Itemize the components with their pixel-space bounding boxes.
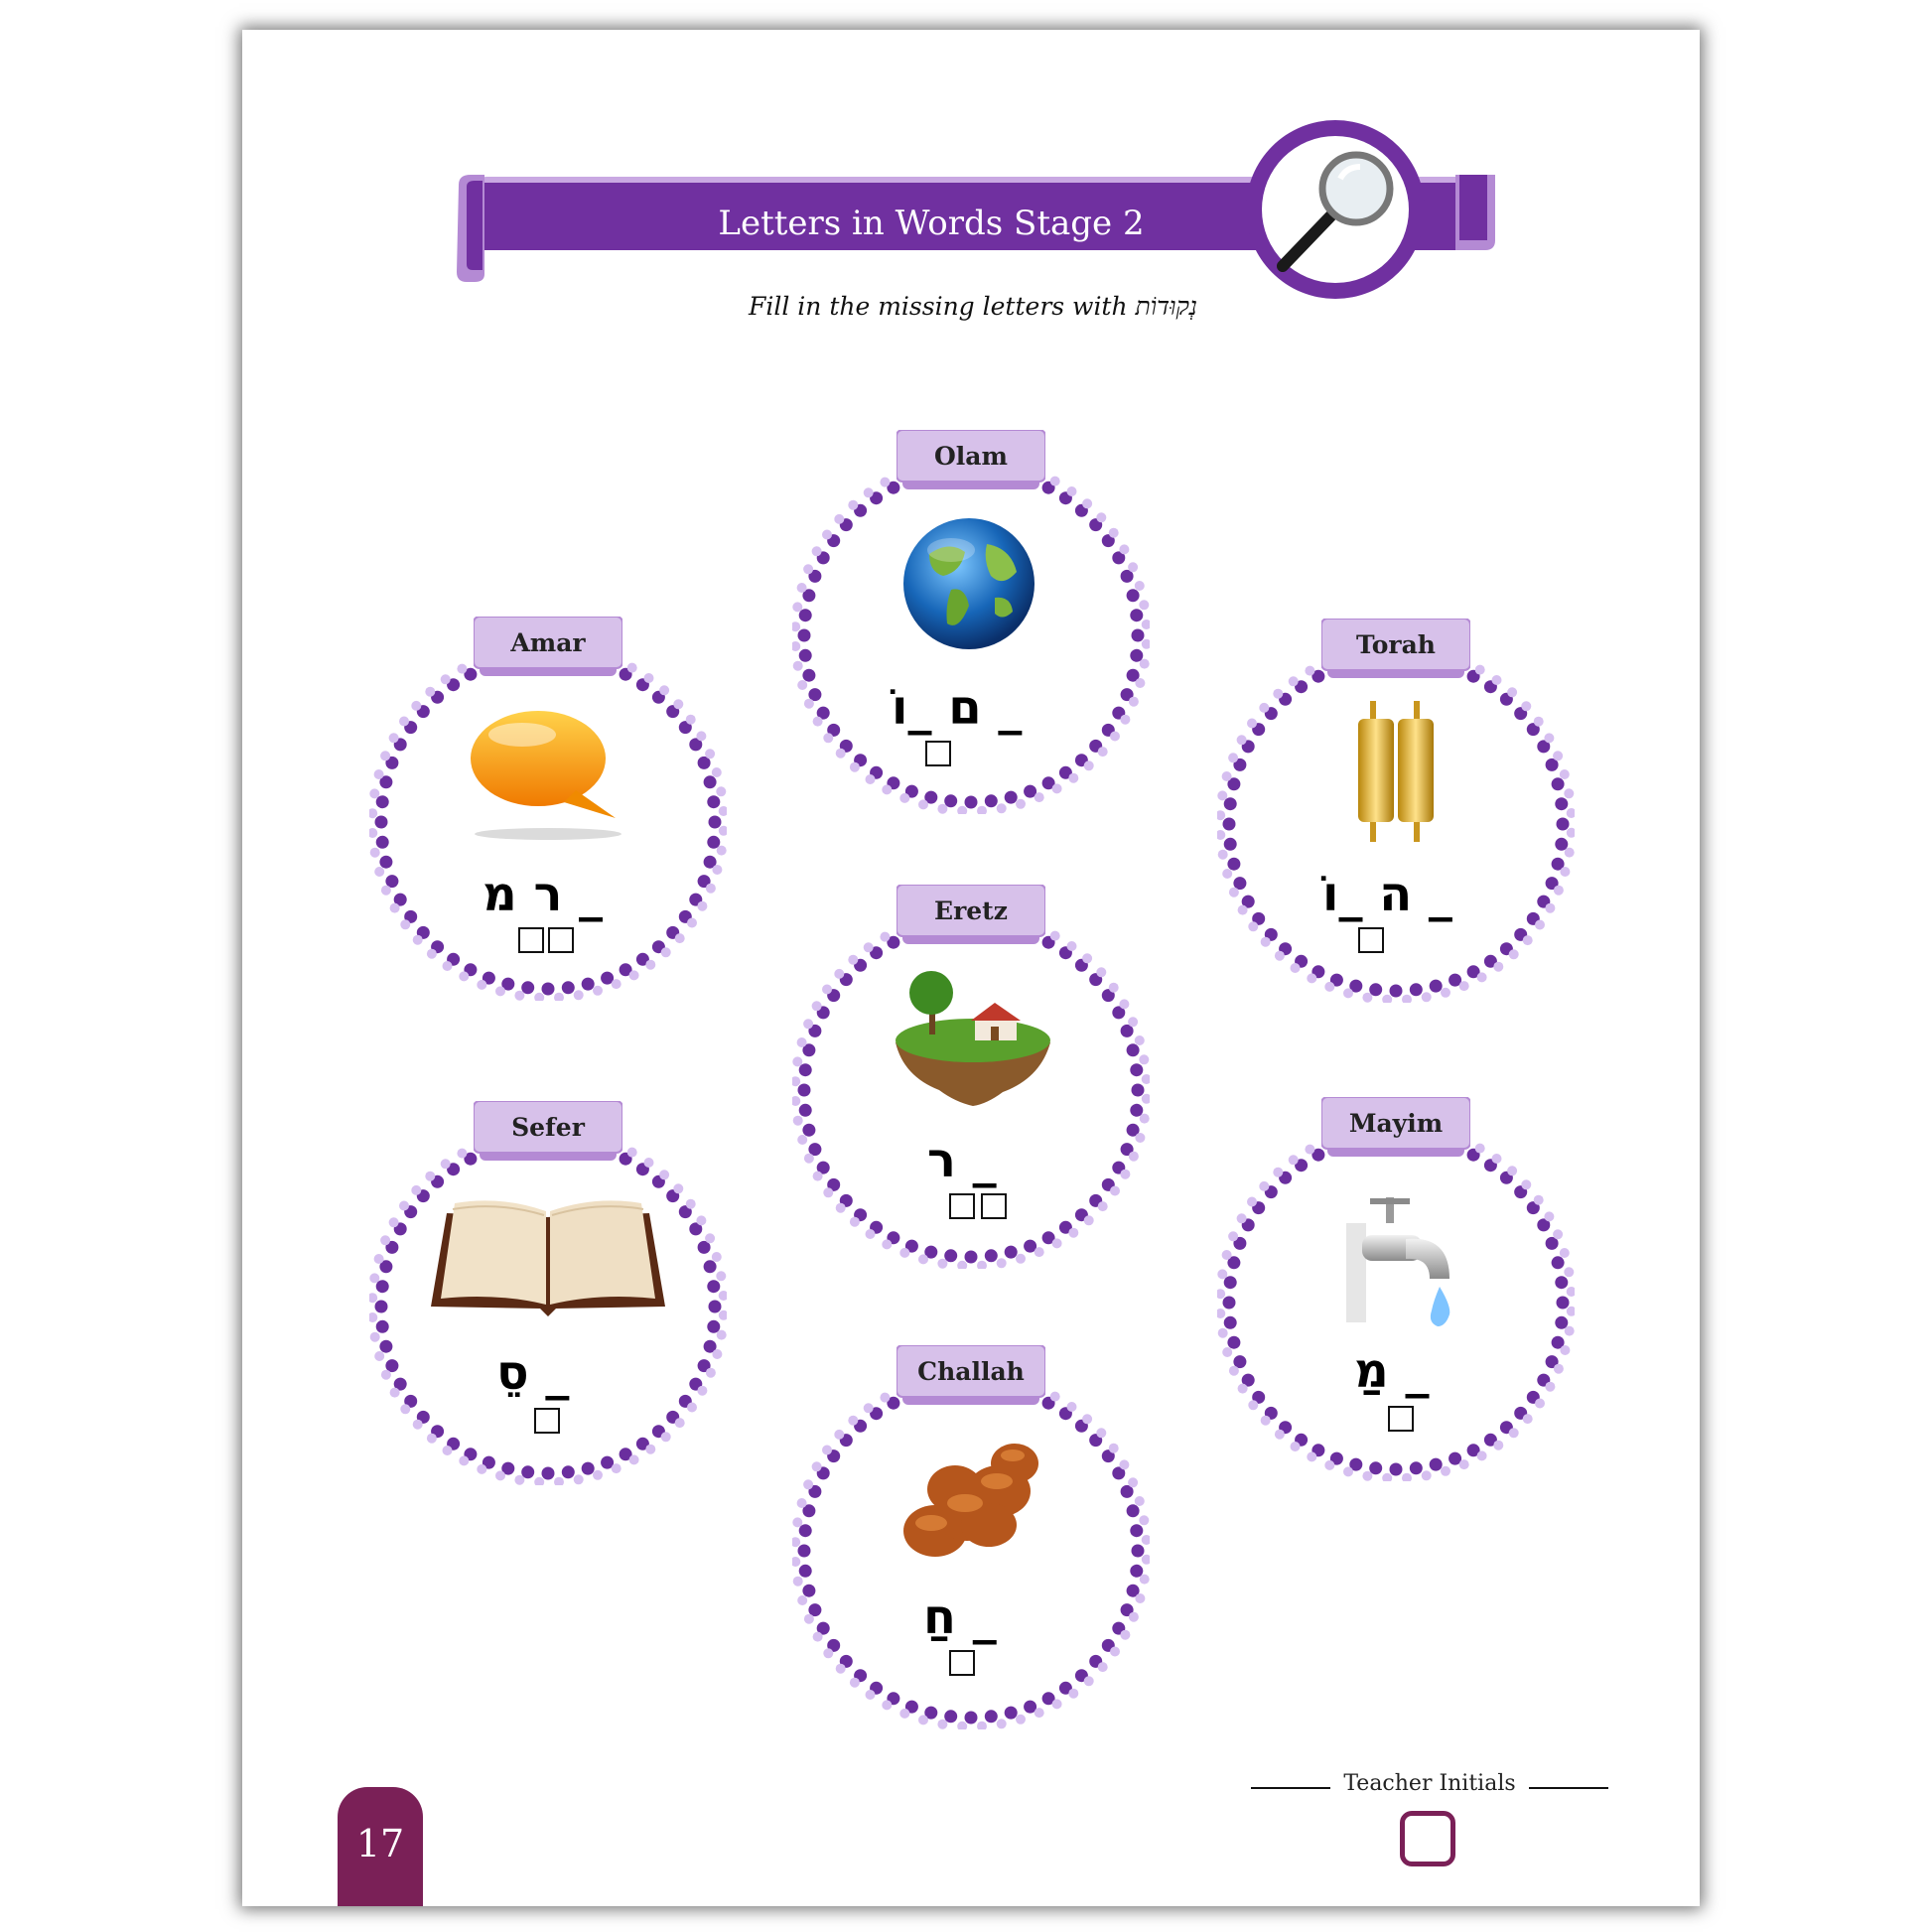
water-faucet-icon <box>1346 1183 1465 1332</box>
answer-box <box>949 1193 975 1219</box>
checkbox-icon[interactable] <box>1400 1811 1455 1866</box>
answer-box <box>534 1408 560 1434</box>
divider <box>1529 1787 1608 1789</box>
hebrew-word: סֵ _ <box>496 1345 570 1401</box>
teacher-initials-label: Teacher Initials <box>1343 1771 1516 1796</box>
globe-icon <box>899 514 1038 653</box>
answer-box <box>548 927 574 953</box>
word-label: Olam <box>934 442 1008 471</box>
answer-box <box>1388 1406 1414 1432</box>
page-number: 17 <box>338 1787 423 1906</box>
word-card-amar <box>369 628 727 1001</box>
word-card-mayim <box>1217 1109 1575 1481</box>
word-label: Sefer <box>511 1113 585 1142</box>
answer-box <box>949 1650 975 1676</box>
answer-box <box>1358 927 1384 953</box>
speech-bubble-icon <box>469 705 627 844</box>
answer-box <box>925 741 951 766</box>
page-title: Letters in Words Stage 2 <box>718 204 1145 243</box>
word-card-torah <box>1217 630 1575 1003</box>
word-label: Amar <box>510 628 586 657</box>
word-label: Challah <box>917 1357 1025 1386</box>
hebrew-word: ר מ _ <box>483 867 604 922</box>
answer-box <box>981 1193 1007 1219</box>
magnifying-glass-icon <box>1243 117 1428 302</box>
challah-bread-icon <box>896 1432 1044 1571</box>
teacher-initials <box>1251 1767 1608 1876</box>
divider <box>1251 1787 1330 1789</box>
torah-scroll-icon <box>1352 697 1442 846</box>
word-label: Mayim <box>1348 1109 1444 1138</box>
hebrew-word: ה _וֹ _ <box>1322 867 1452 922</box>
open-book-icon <box>427 1189 669 1318</box>
hebrew-word: חַ _ <box>923 1589 997 1645</box>
instruction-text: Fill in the missing letters with נְקוּדוֹת <box>749 292 1197 321</box>
floating-island-house-icon <box>892 969 1054 1108</box>
hebrew-word: מַ _ <box>1354 1343 1430 1399</box>
word-card-olam <box>792 442 1150 814</box>
word-label: Eretz <box>934 897 1008 925</box>
word-card-challah <box>792 1357 1150 1729</box>
answer-box <box>518 927 544 953</box>
word-card-eretz <box>792 897 1150 1269</box>
word-label: Torah <box>1356 630 1436 659</box>
hebrew-word: ם _וֹ _ <box>892 680 1023 736</box>
hebrew-word: ר _ <box>927 1133 997 1188</box>
word-card-sefer <box>369 1113 727 1485</box>
